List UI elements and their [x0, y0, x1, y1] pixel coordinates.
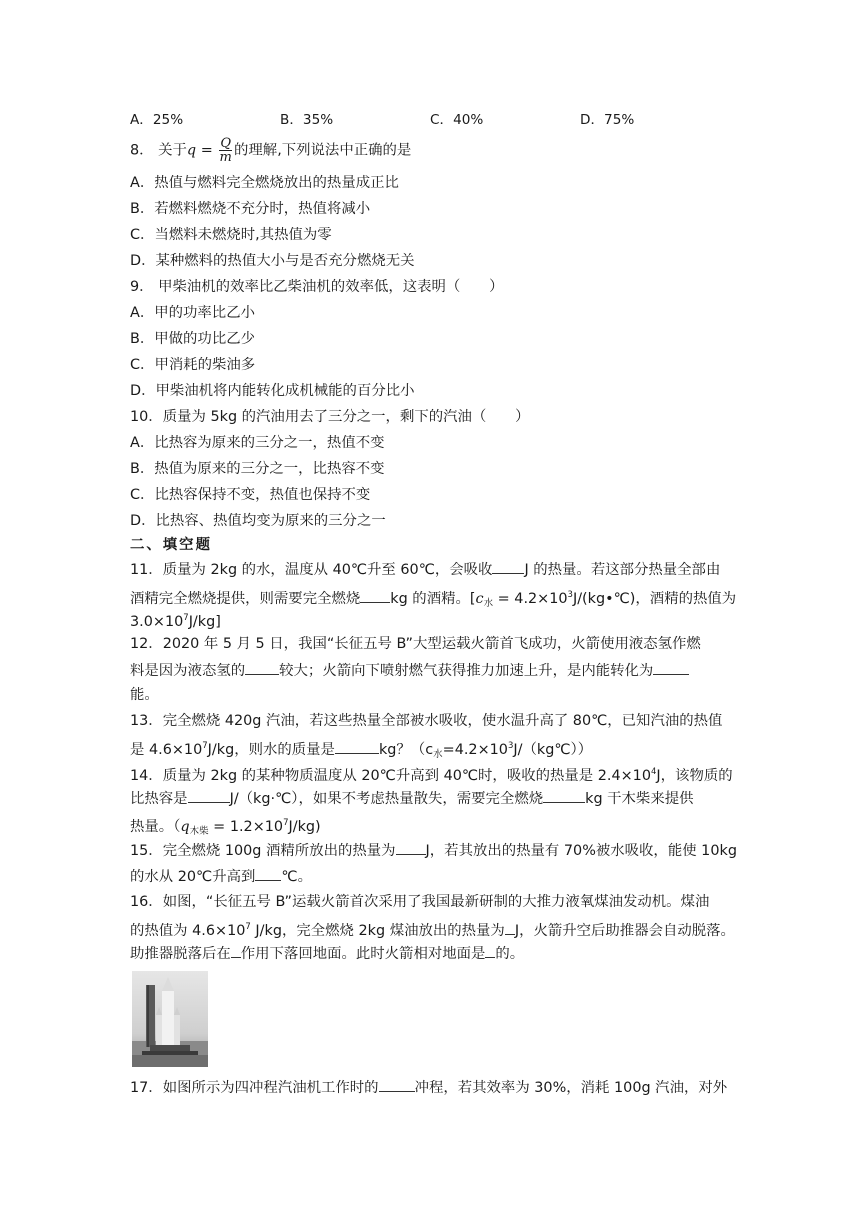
q11-blank-1[interactable] [492, 559, 524, 574]
q9-option-d: D．甲柴油机将内能转化成机械能的百分比小 [130, 383, 415, 399]
q15-blank-2[interactable] [255, 866, 281, 881]
q13-line-2: 是 $4.6\times 10^7J/kg$，则水的质量是 kg？$(c_水=4.2\times 10^3J/(kg℃))$ [130, 741, 593, 760]
q14-line-3: 热量。$(q_{木柴} = 1.2\times 10^7J/kg)$ [130, 818, 321, 837]
q9-option-b: B．甲做的功比乙少 [130, 331, 255, 347]
q10-option-d: D．比热容、热值均变为原来的三分之一 [130, 513, 386, 529]
q17-line-1: 17．如图所示为四冲程汽油机工作时的 冲程，若其效率为 30%，消耗 100g 汽油，对外 [130, 1077, 727, 1098]
q10-option-a: A．比热容为原来的三分之一，热值不变 [130, 435, 385, 451]
rocket-launch-photo [132, 971, 208, 1067]
q7-option-b: B．35% [280, 112, 334, 128]
q12-blank-2[interactable] [653, 660, 689, 675]
q8-formula-fraction: $\frac{Q}{m}$ [219, 136, 232, 165]
q11-line-1: 11．质量为 2kg 的水，温度从 40℃升至 60℃，会吸收 J 的热量。若这部分热量全部由 [130, 559, 720, 580]
q11-blank-2[interactable] [360, 588, 390, 603]
q11-line-2: 酒精完全燃烧提供，则需要完全燃烧 kg 的酒精。[$c_水$ = $4.2\times 10^3J/(kg•℃)$，酒精的热值为 [130, 590, 737, 609]
q14-line-2: 比热容是 J/（kg·℃），如果不考虑热量散失，需要完全燃烧 kg 干木柴来提供 [130, 788, 694, 809]
q12-line-2: 料是因为液态氢的 较大；火箭向下喷射燃气获得推力加速上升，是内能转化为 [130, 660, 689, 681]
q14-blank-1[interactable] [188, 788, 230, 803]
q9-option-c: C．甲消耗的柴油多 [130, 357, 256, 373]
q7-option-a: A．25% [130, 112, 184, 128]
q9-stem: 9． 甲柴油机的效率比乙柴油机的效率低，这表明（ ） [130, 279, 504, 295]
q15-line-2: 的水从 20℃升高到 ℃。 [130, 866, 312, 887]
q16-blank-1[interactable] [505, 920, 515, 935]
q16-blank-2[interactable] [231, 943, 241, 958]
q16-blank-3[interactable] [485, 943, 495, 958]
q10-stem: 10．质量为 5kg 的汽油用去了三分之一，剩下的汽油（ ） [130, 409, 530, 425]
q8-option-c: C．当燃料未燃烧时,其热值为零 [130, 227, 332, 243]
q15-blank-1[interactable] [396, 840, 426, 855]
q10-option-b: B．热值为原来的三分之一，比热容不变 [130, 461, 385, 477]
q12-line-3: 能。 [130, 687, 159, 703]
q8-option-b: B．若燃料燃烧不充分时，热值将减小 [130, 201, 371, 217]
q7-option-c: C．40% [430, 112, 484, 128]
q14-blank-2[interactable] [543, 788, 585, 803]
q12-line-1: 12．2020 年 5 月 5 日，我国“长征五号 B”大型运载火箭首飞成功，火箭使用液态氢作燃 [130, 636, 701, 652]
q7-option-d: D．75% [580, 112, 635, 128]
q11-line-3: $3.0\times 10^7J/kg$] [130, 613, 221, 630]
q10-option-c: C．比热容保持不变，热值也保持不变 [130, 487, 371, 503]
q17-blank-1[interactable] [379, 1077, 415, 1092]
q8-option-a: A．热值与燃料完全燃烧放出的热量成正比 [130, 175, 399, 191]
q15-line-1: 15．完全燃烧 100g 酒精所放出的热量为 J，若其放出的热量有 70%被水吸收，能使 10kg [130, 840, 737, 861]
q13-line-1: 13．完全燃烧 420g 汽油，若这些热量全部被水吸收，使水温升高了 80℃，已知汽油的热值 [130, 713, 723, 729]
q16-line-2: 的热值为 $4.6\times 10^7$ J/kg，完全燃烧 2kg 煤油放出的热量为 J，火箭升空后助推器会自动脱落。 [130, 922, 735, 939]
section-heading: 二、填空题 [130, 537, 212, 553]
q9-option-a: A．甲的功率比乙小 [130, 305, 255, 321]
q14-line-1: 14．质量为 2kg 的某种物质温度从 20℃升高到 40℃时，吸收的热量是 $2.4\times 10^4J$，该物质的 [130, 767, 733, 784]
q13-blank-1[interactable] [335, 739, 379, 754]
q8-stem: 8． 关于q = $\frac{Q}{m}$ 的理解,下列说法中正确的是 [130, 136, 412, 165]
q16-line-1: 16．如图，“长征五号 B”运载火箭首次采用了我国最新研制的大推力液氧煤油发动机。煤油 [130, 894, 710, 910]
q12-blank-1[interactable] [245, 660, 279, 675]
q16-line-3: 助推器脱落后在 作用下落回地面。此时火箭相对地面是 的。 [130, 943, 524, 964]
q8-option-d: D．某种燃料的热值大小与是否充分燃烧无关 [130, 253, 415, 269]
